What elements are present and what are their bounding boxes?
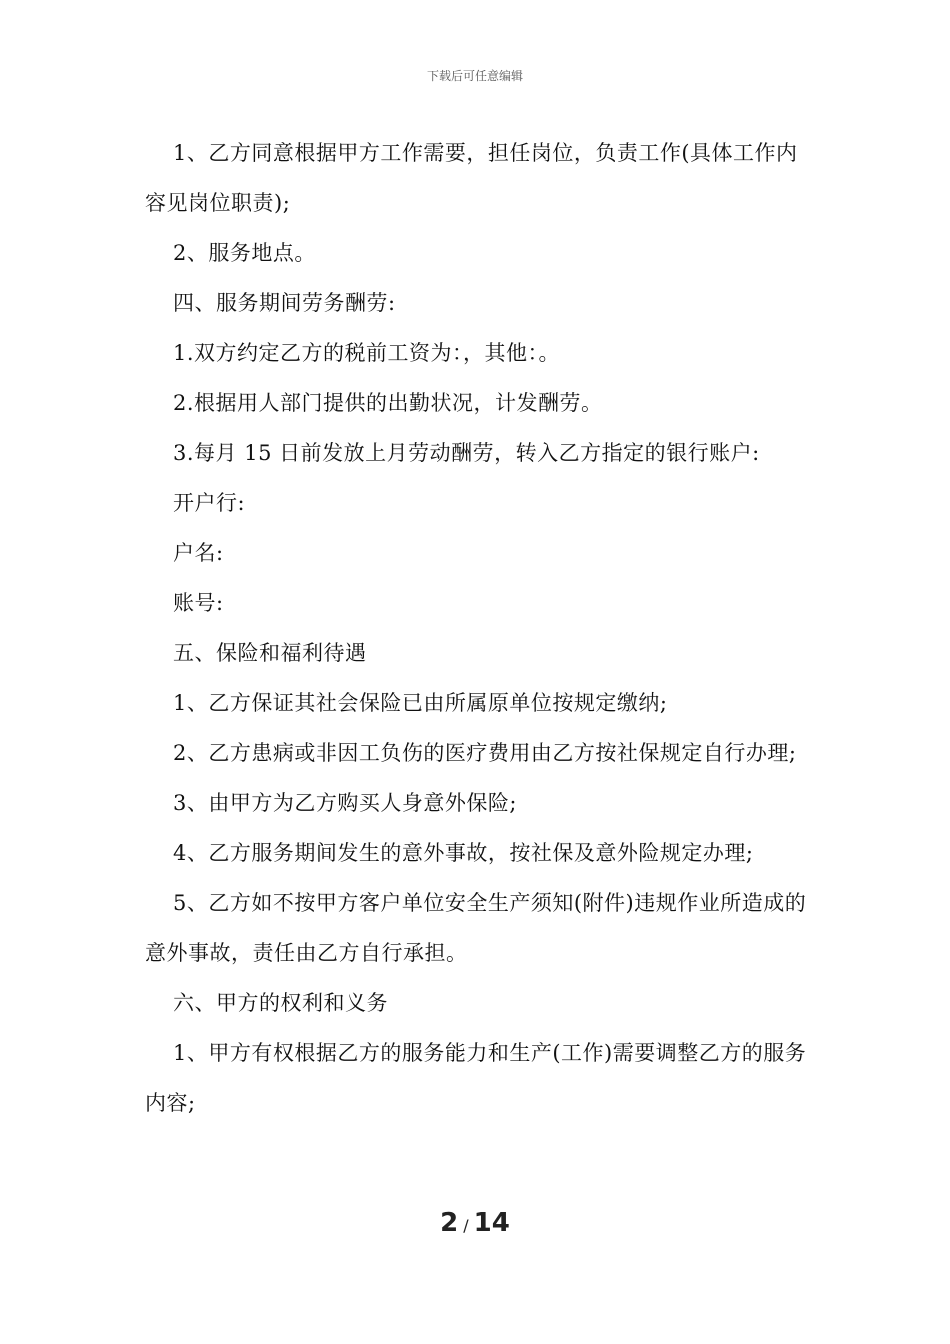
section-heading: 四、服务期间劳务酬劳: bbox=[173, 291, 396, 315]
paragraph: 1、乙方保证其社会保险已由所属原单位按规定缴纳; bbox=[173, 691, 668, 715]
paragraph: 2、乙方患病或非因工负伤的医疗费用由乙方按社保规定自行办理; bbox=[173, 741, 797, 765]
paragraph: 4、乙方服务期间发生的意外事故，按社保及意外险规定办理; bbox=[173, 841, 754, 865]
section-heading: 六、甲方的权利和义务 bbox=[173, 991, 388, 1015]
paragraph: 2.根据用人部门提供的出勤状况，计发酬劳。 bbox=[173, 391, 603, 415]
paragraph: 1.双方约定乙方的税前工资为：，其他：。 bbox=[173, 341, 561, 365]
section-heading: 五、保险和福利待遇 bbox=[173, 641, 367, 665]
document-body bbox=[145, 128, 810, 1128]
total-pages: 14 bbox=[473, 1208, 510, 1238]
account-number-label: 账号: bbox=[173, 591, 224, 615]
paragraph: 3.每月 15 日前发放上月劳动酬劳，转入乙方指定的银行账户: bbox=[173, 441, 760, 465]
page-header: 下载后可任意编辑 bbox=[426, 69, 523, 83]
current-page: 2 bbox=[440, 1208, 459, 1238]
page-number bbox=[0, 1208, 950, 1238]
account-name-label: 户名: bbox=[173, 541, 224, 565]
paragraph: 1、甲方有权根据乙方的服务能力和生产(工作)需要调整乙方的服务内容; bbox=[145, 1041, 807, 1115]
paragraph: 1、乙方同意根据甲方工作需要，担任岗位，负责工作(具体工作内容见岗位职责); bbox=[145, 141, 798, 215]
bank-field-label: 开户行: bbox=[173, 491, 246, 515]
paragraph: 2、服务地点。 bbox=[173, 241, 316, 265]
paragraph: 3、由甲方为乙方购买人身意外保险; bbox=[173, 791, 517, 815]
paragraph: 5、乙方如不按甲方客户单位安全生产须知(附件)违规作业所造成的意外事故，责任由乙方自行承担。 bbox=[145, 891, 807, 965]
page-separator: / bbox=[463, 1216, 469, 1235]
